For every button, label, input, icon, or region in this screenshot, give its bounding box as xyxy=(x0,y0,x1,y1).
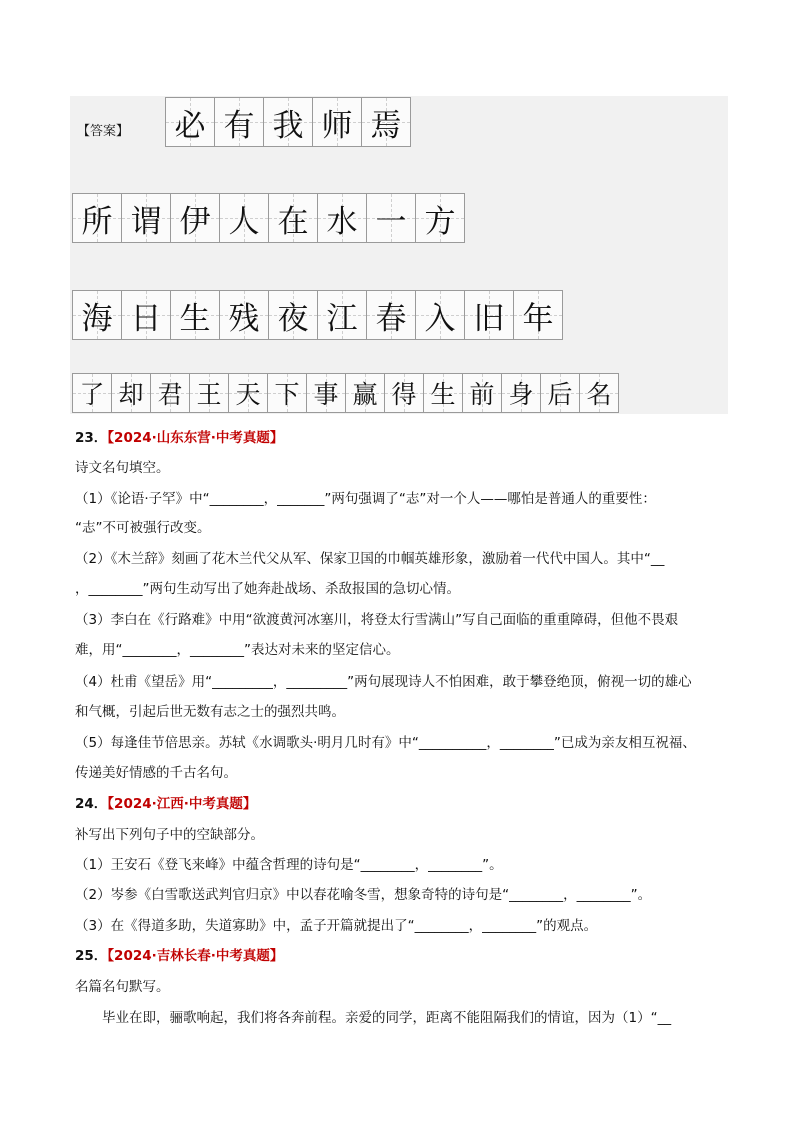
q23-line4a: （4）杜甫《望岳》用“_________，_________”两句展现诗人不怕困难，敢于攀登绝顶，俯视一切的雄心 xyxy=(75,674,692,690)
grid-char: 名 xyxy=(586,380,612,409)
q25-line1: 毕业在即，骊歌响起，我们将各奔前程。亲爱的同学，距离不能阻隔我们的情谊，因为（1）“__ xyxy=(102,1010,672,1026)
grid-cell xyxy=(228,373,268,413)
grid-char: 我 xyxy=(272,107,304,144)
q25-title: 名篇名句默写。 xyxy=(75,979,170,995)
grid-cell xyxy=(464,290,514,340)
grid-cell xyxy=(214,97,264,147)
grid-cell xyxy=(513,290,563,340)
grid-char: 却 xyxy=(118,380,144,409)
q23-line5a: （5）每逢佳节倍思亲。苏轼《水调歌头·明月几时有》中“__________，________”已成为亲友相互祝福、 xyxy=(75,735,696,751)
grid-char: 得 xyxy=(391,380,417,409)
grid-cell xyxy=(306,373,346,413)
grid-cell xyxy=(268,193,318,243)
grid-cell xyxy=(72,373,112,413)
grid-char: 人 xyxy=(228,203,260,240)
grid-char: 事 xyxy=(313,380,339,409)
grid-char: 在 xyxy=(277,203,309,240)
grid-char: 残 xyxy=(228,300,260,337)
grid-cell xyxy=(121,290,171,340)
grid-cell xyxy=(72,193,122,243)
grid-cell xyxy=(263,97,313,147)
grid-cell xyxy=(501,373,541,413)
grid-char: 江 xyxy=(326,300,358,337)
grid-char: 海 xyxy=(81,300,113,337)
grid-char: 生 xyxy=(430,380,456,409)
grid-char: 有 xyxy=(223,107,255,144)
grid-char: 旧 xyxy=(473,300,505,337)
q23-source: 【2024·山东东营·中考真题】 xyxy=(107,430,284,446)
grid-cell xyxy=(384,373,424,413)
grid-char: 一 xyxy=(375,203,407,240)
grid-cell xyxy=(415,193,465,243)
grid-char: 焉 xyxy=(370,107,402,144)
q23-line2a: （2）《木兰辞》刻画了花木兰代父从军、保家卫国的巾帼英雄形象，激励着一代代中国人。其中“__ xyxy=(75,551,665,567)
grid-cell xyxy=(111,373,151,413)
q23-line3b: 难，用“________，________”表达对未来的坚定信心。 xyxy=(75,642,400,658)
grid-cell xyxy=(345,373,385,413)
grid-cell xyxy=(312,97,362,147)
grid-cell xyxy=(268,290,318,340)
q25-source: 【2024·吉林长春·中考真题】 xyxy=(107,948,284,964)
q23-number: 23． xyxy=(75,430,108,446)
q24-line2: （2）岑参《白雪歌送武判官归京》中以春花喻冬雪，想象奇特的诗句是“________，________”。 xyxy=(75,887,652,903)
grid-char: 年 xyxy=(522,300,554,337)
answer-label: 【答案】 xyxy=(77,124,130,139)
grid-char: 所 xyxy=(81,203,113,240)
grid-char: 天 xyxy=(235,380,261,409)
grid-cell xyxy=(415,290,465,340)
grid-cell xyxy=(150,373,190,413)
grid-cell xyxy=(317,290,367,340)
grid-char: 入 xyxy=(424,300,456,337)
q25-header xyxy=(75,947,283,965)
grid-char: 伊 xyxy=(179,203,211,240)
grid-char: 方 xyxy=(424,203,456,240)
grid-char: 日 xyxy=(130,300,162,337)
grid-cell xyxy=(361,97,411,147)
grid-char: 下 xyxy=(274,380,300,409)
grid-char: 夜 xyxy=(277,300,309,337)
grid-cell xyxy=(579,373,619,413)
grid-cell xyxy=(219,193,269,243)
grid-char: 身 xyxy=(508,380,534,409)
grid-cell xyxy=(267,373,307,413)
grid-char: 水 xyxy=(326,203,358,240)
grid-char: 师 xyxy=(321,107,353,144)
grid-cell xyxy=(366,290,416,340)
grid-cell xyxy=(366,193,416,243)
grid-cell xyxy=(72,290,122,340)
grid-char: 谓 xyxy=(130,203,162,240)
q23-line1b: “志”不可被强行改变。 xyxy=(75,520,211,536)
q23-line3a: （3）李白在《行路难》中用“欲渡黄河冰塞川，将登太行雪满山”写自己面临的重重障碍，但他不畏艰 xyxy=(75,612,679,628)
q23-line5b: 传递美好情感的千古名句。 xyxy=(75,765,237,781)
grid-char: 了 xyxy=(79,380,105,409)
grid-char: 春 xyxy=(375,300,407,337)
grid-cell xyxy=(165,97,215,147)
grid-char: 必 xyxy=(174,107,206,144)
grid-row-4 xyxy=(72,373,618,413)
q23-header xyxy=(75,429,283,447)
grid-char: 王 xyxy=(196,380,222,409)
grid-char: 生 xyxy=(179,300,211,337)
grid-cell xyxy=(317,193,367,243)
grid-cell xyxy=(170,193,220,243)
q24-line1: （1）王安石《登飞来峰》中蕴含哲理的诗句是“________，________”。 xyxy=(75,857,503,873)
q23-line2b: ，________”两句生动写出了她奔赴战场、杀敌报国的急切心情。 xyxy=(75,581,460,597)
grid-cell xyxy=(219,290,269,340)
q24-number: 24． xyxy=(75,796,108,812)
q24-line3: （3）在《得道多助，失道寡助》中，孟子开篇就提出了“________，________”的观点。 xyxy=(75,918,598,934)
grid-cell xyxy=(540,373,580,413)
grid-cell xyxy=(170,290,220,340)
grid-cell xyxy=(462,373,502,413)
q23-line4b: 和气概，引起后世无数有志之士的强烈共鸣。 xyxy=(75,704,345,720)
q23-title: 诗文名句填空。 xyxy=(75,460,170,476)
grid-row-2 xyxy=(72,193,464,243)
q25-number: 25． xyxy=(75,948,108,964)
grid-char: 赢 xyxy=(352,380,378,409)
q24-header xyxy=(75,795,256,813)
grid-row-1 xyxy=(165,97,410,147)
grid-cell xyxy=(189,373,229,413)
q23-line1a: （1）《论语·子罕》中“________，_______”两句强调了“志”对一个人——哪怕是普通人的重要性： xyxy=(75,491,656,507)
grid-row-3 xyxy=(72,290,562,340)
grid-cell xyxy=(121,193,171,243)
q24-source: 【2024·江西·中考真题】 xyxy=(107,796,257,812)
q24-title: 补写出下列句子中的空缺部分。 xyxy=(75,827,264,843)
grid-char: 后 xyxy=(547,380,573,409)
grid-char: 前 xyxy=(469,380,495,409)
grid-char: 君 xyxy=(157,380,183,409)
grid-cell xyxy=(423,373,463,413)
